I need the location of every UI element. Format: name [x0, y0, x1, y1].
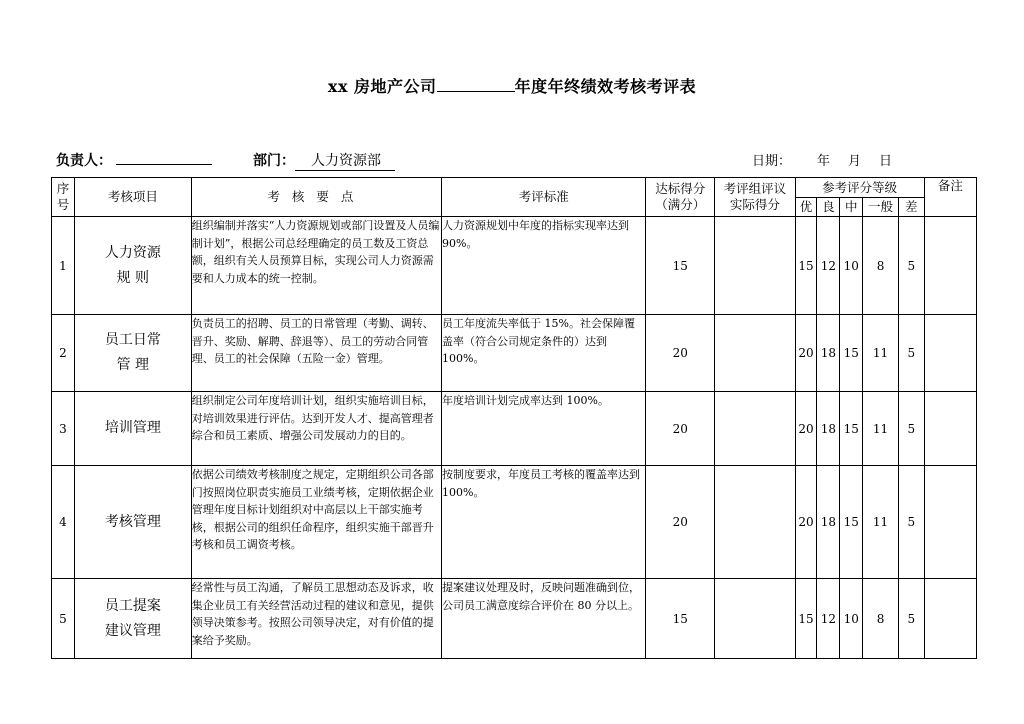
- row-grade-medium: 15: [840, 315, 863, 392]
- header-full-score: [646, 178, 715, 217]
- row-full-score: 20: [646, 466, 715, 579]
- row-grade-fair: 8: [863, 217, 898, 315]
- department-label: 部门：: [253, 153, 295, 169]
- row-item-line1: 培训管理: [104, 420, 161, 436]
- row-item-line2: 管 理: [116, 357, 150, 373]
- department: [253, 150, 395, 171]
- row-points: 依据公司绩效考核制度之规定，定期组织公司各部门按照岗位职责实施员工业绩考核，定期依据企业管理年度目标计划组织对中高层以上干部实施考核，根据公司的组织任命程序，组织实施干部晋升考核和员工调资考核。: [191, 466, 441, 579]
- row-criteria: 按制度要求，年度员工考核的覆盖率达到 100%。: [442, 466, 646, 579]
- row-grade-medium: 10: [840, 217, 863, 315]
- row-grade-fair: 11: [863, 315, 898, 392]
- responsible-label: 负责人：: [56, 153, 112, 169]
- row-criteria: 年度培训计划完成率达到 100%。: [442, 392, 646, 466]
- header-actual-score: [715, 178, 795, 217]
- row-grade-medium: 15: [840, 392, 863, 466]
- row-full-score: 20: [646, 315, 715, 392]
- title-suffix: 年度年终绩效考核考评表: [514, 77, 697, 96]
- row-item-line1: 人力资源: [104, 244, 161, 261]
- row-item-line1: 员工提案: [104, 597, 161, 614]
- row-index: 3: [52, 392, 75, 466]
- row-index: 4: [52, 466, 75, 579]
- row-points: 组织制定公司年度培训计划，组织实施培训目标，对培训效果进行评估。达到开发人才、提高管理者综合和员工素质、增强公司发展动力的目的。: [191, 392, 441, 466]
- row-points: 组织编制并落实“人力资源规划或部门设置及人员编制计划”，根据公司总经理确定的员工数及工资总额，组织有关人员预算目标，实现公司人力资源需要和人力成本的统一控制。: [191, 217, 441, 315]
- date-month: 月: [848, 154, 862, 169]
- row-item-line1: 考核管理: [104, 513, 161, 530]
- header-remarks: 备注: [924, 178, 976, 217]
- row-grade-excellent: 20: [795, 392, 817, 466]
- table-row: [52, 579, 977, 659]
- header-full-score-line1: 达标得分: [655, 181, 706, 196]
- responsible-blank-line: [116, 150, 212, 165]
- row-item: [74, 392, 191, 466]
- row-item: [74, 315, 191, 392]
- header-actual-line1: 考评组评议: [723, 181, 787, 196]
- row-grade-good: 12: [817, 217, 840, 315]
- row-remarks[interactable]: [924, 579, 976, 659]
- row-actual-score[interactable]: [715, 392, 795, 466]
- row-remarks[interactable]: [924, 466, 976, 579]
- table-row: [52, 315, 977, 392]
- header-criteria: 考评标准: [442, 178, 646, 217]
- row-points: 经常性与员工沟通，了解员工思想动态及诉求，收集企业员工有关经营活动过程的建议和意见，提供领导决策参考。按照公司领导决定，对有价值的提案给予奖励。: [191, 579, 441, 659]
- row-index: 5: [52, 579, 75, 659]
- header-grade-medium: 中: [840, 198, 863, 217]
- row-grade-excellent: 20: [795, 466, 817, 579]
- row-actual-score[interactable]: [715, 579, 795, 659]
- row-remarks[interactable]: [924, 217, 976, 315]
- row-remarks[interactable]: [924, 315, 976, 392]
- row-grade-poor: 5: [898, 217, 924, 315]
- date-day: 日: [879, 154, 893, 169]
- date-label: 日期：: [752, 154, 792, 169]
- row-criteria: 提案建议处理及时，反映问题准确到位，公司员工满意度综合评价在 80 分以上。: [442, 579, 646, 659]
- year-blank: [437, 77, 515, 92]
- row-criteria: 人力资源规划中年度的指标实现率达到 90%。: [442, 217, 646, 315]
- header-grade-good: 良: [817, 198, 840, 217]
- row-grade-poor: 5: [898, 392, 924, 466]
- row-grade-excellent: 20: [795, 315, 817, 392]
- row-grade-excellent: 15: [795, 579, 817, 659]
- table-row: [52, 217, 977, 315]
- header-grade-fair: 一般: [863, 198, 898, 217]
- header-grade-group: 参考评分等级: [795, 178, 924, 198]
- header-item: 考核项目: [74, 178, 191, 217]
- row-index: 1: [52, 217, 75, 315]
- row-item-line1: 员工日常: [104, 332, 161, 348]
- row-item: [74, 466, 191, 579]
- header-grade-poor: 差: [898, 198, 924, 217]
- header-full-score-line2: （满分）: [655, 197, 706, 212]
- row-item: [74, 579, 191, 659]
- appraisal-table: [51, 177, 977, 659]
- department-value: 人力资源部: [295, 150, 395, 171]
- row-points: 负责员工的招聘、员工的日常管理（考勤、调转、晋升、奖励、解聘、辞退等）、员工的劳动合同管理、员工的社会保障（五险一金）管理。: [191, 315, 441, 392]
- title-prefix: xx 房地产公司: [327, 77, 437, 96]
- header-index: 序号: [52, 178, 75, 217]
- row-grade-good: 12: [817, 579, 840, 659]
- header-points: 考核要点: [191, 178, 441, 217]
- row-grade-good: 18: [817, 315, 840, 392]
- row-grade-fair: 11: [863, 466, 898, 579]
- row-full-score: 15: [646, 579, 715, 659]
- row-grade-good: 18: [817, 466, 840, 579]
- header-actual-line2: 实际得分: [729, 197, 780, 212]
- row-item-line2: 规 则: [116, 269, 150, 286]
- table-row: [52, 466, 977, 579]
- row-grade-medium: 10: [840, 579, 863, 659]
- row-grade-medium: 15: [840, 466, 863, 579]
- row-index: 2: [52, 315, 75, 392]
- row-grade-fair: 11: [863, 392, 898, 466]
- row-actual-score[interactable]: [715, 315, 795, 392]
- row-grade-poor: 5: [898, 315, 924, 392]
- row-item-line2: 建议管理: [104, 622, 161, 639]
- date-year: 年: [817, 154, 831, 169]
- responsible-person: [56, 150, 212, 170]
- row-criteria: 员工年度流失率低于 15%。社会保障覆盖率（符合公司规定条件的）达到 100%。: [442, 315, 646, 392]
- row-item: [74, 217, 191, 315]
- row-full-score: 15: [646, 217, 715, 315]
- row-grade-good: 18: [817, 392, 840, 466]
- row-grade-fair: 8: [863, 579, 898, 659]
- header-grade-excellent: 优: [795, 198, 817, 217]
- row-actual-score[interactable]: [715, 217, 795, 315]
- row-grade-poor: 5: [898, 466, 924, 579]
- page-title: [0, 74, 1024, 97]
- row-full-score: 20: [646, 392, 715, 466]
- row-grade-excellent: 15: [795, 217, 817, 315]
- date: [752, 150, 892, 169]
- table-row: [52, 392, 977, 466]
- row-remarks[interactable]: [924, 392, 976, 466]
- row-actual-score[interactable]: [715, 466, 795, 579]
- row-grade-poor: 5: [898, 579, 924, 659]
